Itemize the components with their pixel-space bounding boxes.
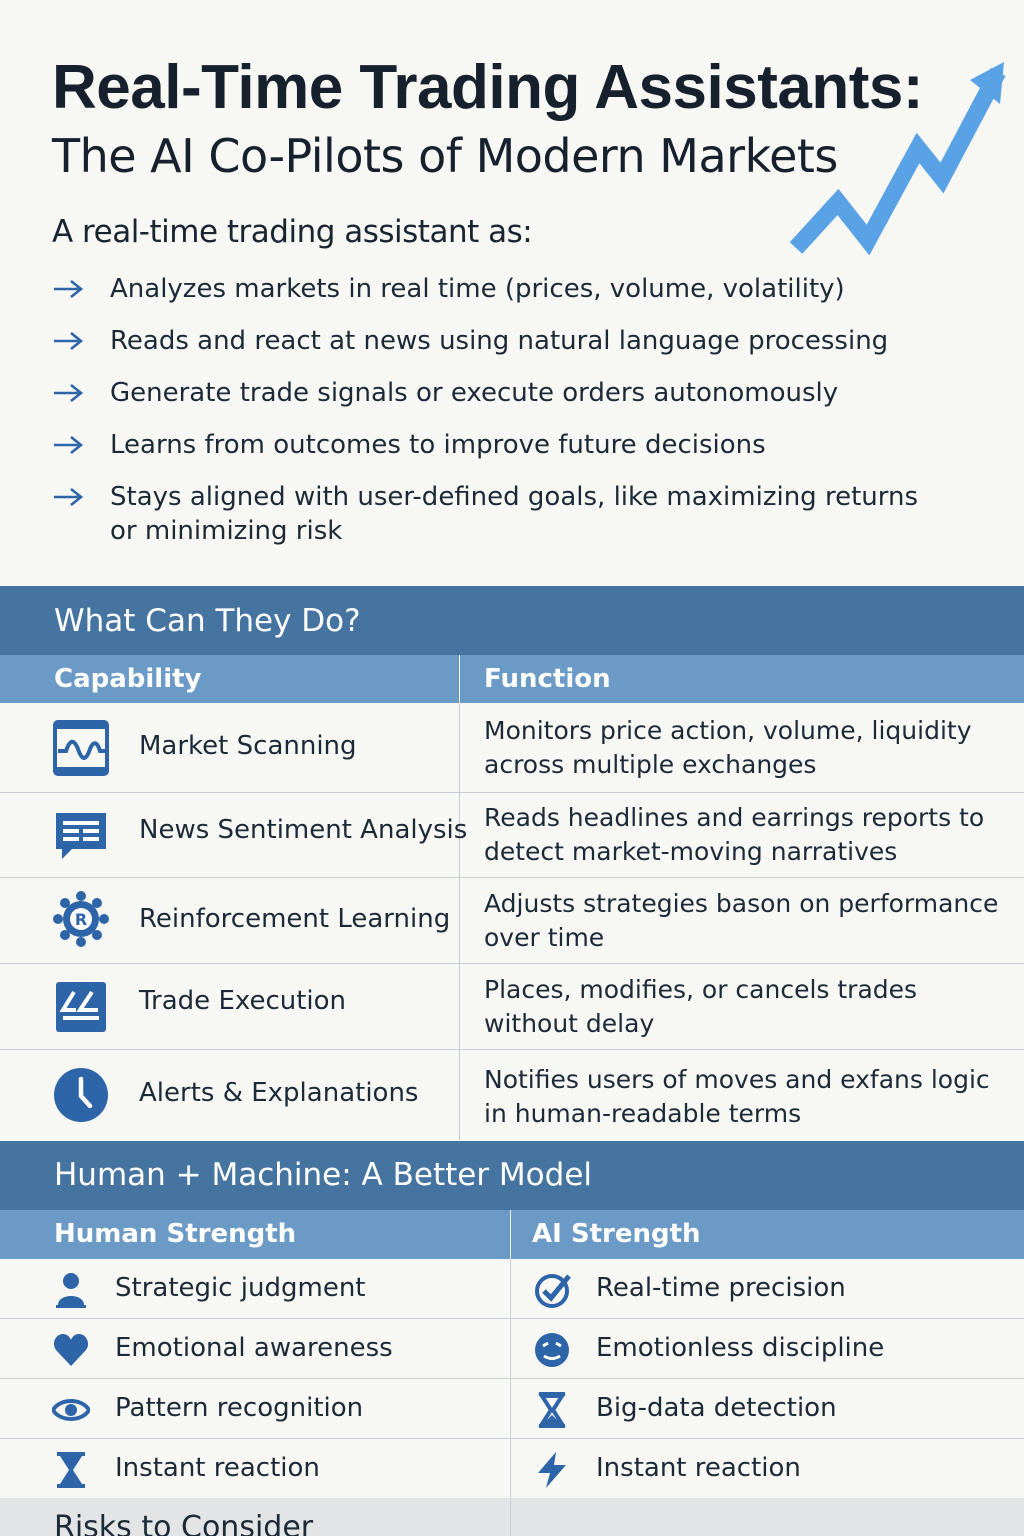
list-item: Reads and react at news using natural language processing — [52, 324, 952, 358]
human-machine-table — [0, 1259, 1024, 1499]
section-header-human-machine: Human + Machine: A Better Model — [0, 1141, 1024, 1210]
column-divider — [459, 655, 460, 703]
neutral-face-icon — [533, 1331, 571, 1369]
eye-icon — [52, 1391, 90, 1429]
table-row — [0, 964, 1024, 1050]
trend-arrow-icon — [790, 60, 1010, 260]
arrow-right-icon — [52, 326, 86, 356]
capability-name: Market Scanning — [139, 731, 357, 761]
section-header-capabilities: What Can They Do? — [0, 586, 1024, 656]
arrow-right-icon — [52, 430, 86, 460]
capabilities-table — [0, 703, 1024, 1141]
capability-function: Notifies users of moves and exfans logic in human-readable terms — [484, 1065, 990, 1128]
human-strength: Emotional awareness — [115, 1333, 393, 1363]
list-item: Stays aligned with user-defined goals, like maximizing returns or minimizing risk — [52, 480, 952, 548]
chat-document-icon — [52, 807, 110, 865]
hourglass-icon — [533, 1391, 571, 1429]
table-row — [0, 1050, 1024, 1141]
capability-function: Adjusts strategies bason on performance over time — [484, 889, 999, 952]
list-item: Analyzes markets in real time (prices, volume, volatility) — [52, 272, 952, 306]
human-strength: Strategic judgment — [115, 1273, 366, 1303]
arrow-right-icon — [52, 482, 86, 512]
arrow-right-icon — [52, 274, 86, 304]
clock-icon — [52, 1066, 110, 1124]
intro-text: A real-time trading assistant as: — [52, 214, 533, 250]
ai-strength: Big-data detection — [596, 1393, 837, 1423]
feature-list — [52, 272, 952, 566]
column-header-capability: Capability — [54, 664, 202, 694]
column-divider — [510, 1210, 511, 1259]
human-strength: Pattern recognition — [115, 1393, 364, 1423]
column-header-human: Human Strength — [54, 1219, 297, 1249]
svg-text:R: R — [74, 910, 88, 929]
capability-function: Places, modifies, or cancels trades without delay — [484, 975, 918, 1038]
gear-r-icon — [52, 890, 110, 948]
table-row — [0, 793, 1024, 878]
capability-name: Trade Execution — [139, 986, 347, 1016]
ai-strength: Emotionless discipline — [596, 1333, 885, 1363]
page-subtitle: The AI Co-Pilots of Modern Markets — [52, 129, 838, 183]
table-row — [0, 1319, 1024, 1379]
human-machine-table-header — [0, 1210, 1024, 1259]
capability-function: Reads headlines and earrings reports to detect market-moving narratives — [484, 803, 985, 866]
column-header-ai: AI Strength — [532, 1219, 701, 1249]
arrow-right-icon — [52, 378, 86, 408]
capability-name: News Sentiment Analysis — [139, 815, 468, 845]
list-item: Learns from outcomes to improve future decisions — [52, 428, 952, 462]
list-item: Generate trade signals or execute orders autonomously — [52, 376, 952, 410]
capability-name: Reinforcement Learning — [139, 904, 451, 934]
execution-icon — [52, 978, 110, 1036]
table-row — [0, 703, 1024, 793]
capability-function: Monitors price action, volume, liquidity across multiple exchanges — [484, 716, 972, 779]
table-row — [0, 1259, 1024, 1319]
lightning-icon — [533, 1451, 571, 1489]
heart-icon — [52, 1331, 90, 1369]
risks-title: Risks to Consider — [54, 1510, 314, 1536]
target-check-icon — [533, 1271, 571, 1309]
waveform-icon — [52, 719, 110, 777]
person-icon — [52, 1271, 90, 1309]
page-title: Real-Time Trading Assistants: — [52, 53, 923, 122]
capabilities-table-header — [0, 655, 1024, 703]
hourglass-icon — [52, 1451, 90, 1489]
table-row — [0, 878, 1024, 964]
ai-strength: Instant reaction — [596, 1453, 801, 1483]
section-header-risks — [0, 1498, 1024, 1536]
column-divider — [510, 1498, 511, 1536]
column-header-function: Function — [484, 664, 611, 694]
human-strength: Instant reaction — [115, 1453, 320, 1483]
table-row — [0, 1439, 1024, 1499]
table-row — [0, 1379, 1024, 1439]
ai-strength: Real-time precision — [596, 1273, 846, 1303]
capability-name: Alerts & Explanations — [139, 1078, 419, 1108]
